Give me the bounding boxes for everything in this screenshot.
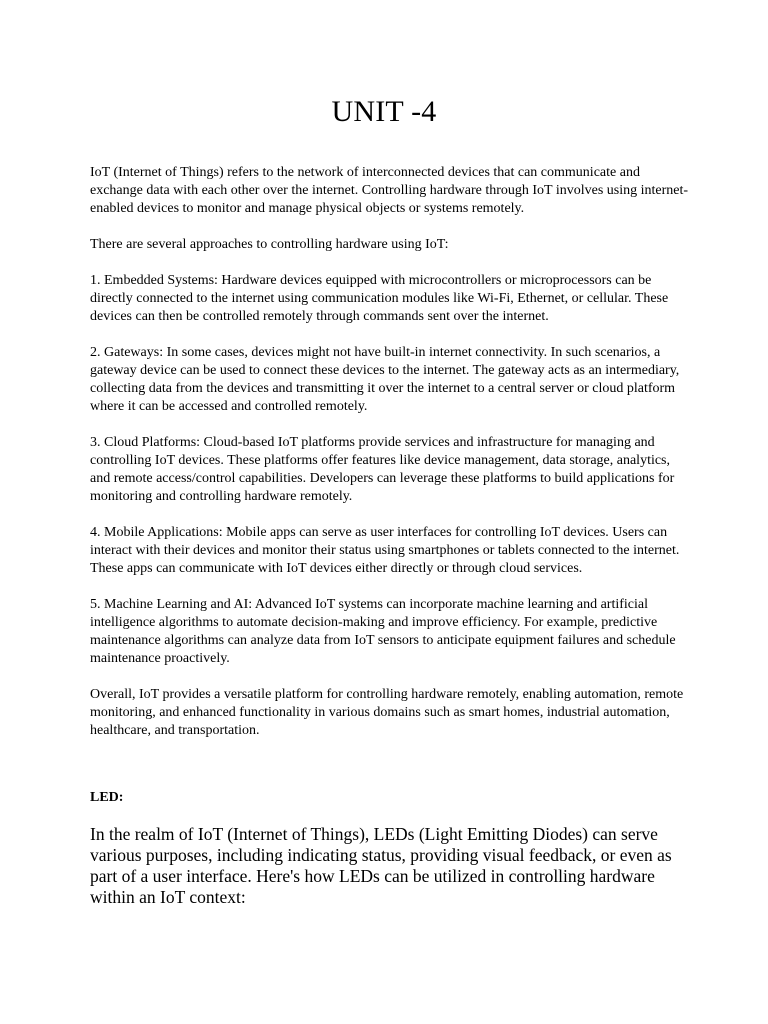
overall-paragraph: Overall, IoT provides a versatile platform for controlling hardware remotely, enabling automation, remote monitoring, and enhanced functionality in various domains such as smart homes, industrial automation, healthcare, and transportation.	[90, 687, 684, 738]
led-heading: LED:	[90, 790, 124, 805]
led-paragraph: In the realm of IoT (Internet of Things), LEDs (Light Emitting Diodes) can serve various purposes, including indicating status, providing visual feedback, or even as part of a user interface. Here's how LEDs can be utilized in controlling hardware within an IoT context:	[90, 824, 672, 907]
approaches-lead-paragraph: There are several approaches to controlling hardware using IoT:	[90, 237, 449, 252]
document-body	[90, 164, 690, 758]
intro-paragraph: IoT (Internet of Things) refers to the network of interconnected devices that can communicate and exchange data with each other over the internet. Controlling hardware through IoT involves using internet-enabled devices to monitor and manage physical objects or systems remotely.	[90, 165, 689, 216]
machine-learning-paragraph: 5. Machine Learning and AI: Advanced IoT systems can incorporate machine learning and artificial intelligence algorithms to automate decision-making and improve efficiency. For example, predictive maintenance algorithms can analyze data from IoT sensors to anticipate equipment failures and schedule maintenance proactively.	[90, 597, 676, 666]
gateways-paragraph: 2. Gateways: In some cases, devices might not have built-in internet connectivity. In such scenarios, a gateway device can be used to connect these devices to the internet. The gateway acts as an intermediary, collecting data from the devices and transmitting it over the internet to a central server or cloud platform where it can be accessed and controlled remotely.	[90, 345, 680, 414]
cloud-platforms-paragraph: 3. Cloud Platforms: Cloud-based IoT platforms provide services and infrastructure for managing and controlling IoT devices. These platforms offer features like device management, data storage, analytics, and remote access/control capabilities. Developers can leverage these platforms to build applications for monitoring and controlling hardware remotely.	[90, 435, 675, 504]
page-title: UNIT -4	[331, 95, 437, 128]
mobile-applications-paragraph: 4. Mobile Applications: Mobile apps can serve as user interfaces for controlling IoT devices. Users can interact with their devices and monitor their status using smartphones or tablets connected to the internet. These apps can communicate with IoT devices either directly or through cloud services.	[90, 525, 680, 576]
embedded-systems-paragraph: 1. Embedded Systems: Hardware devices equipped with microcontrollers or microprocessors can be directly connected to the internet using communication modules like Wi-Fi, Ethernet, or cellular. These devices can then be controlled remotely through commands sent over the internet.	[90, 273, 669, 324]
